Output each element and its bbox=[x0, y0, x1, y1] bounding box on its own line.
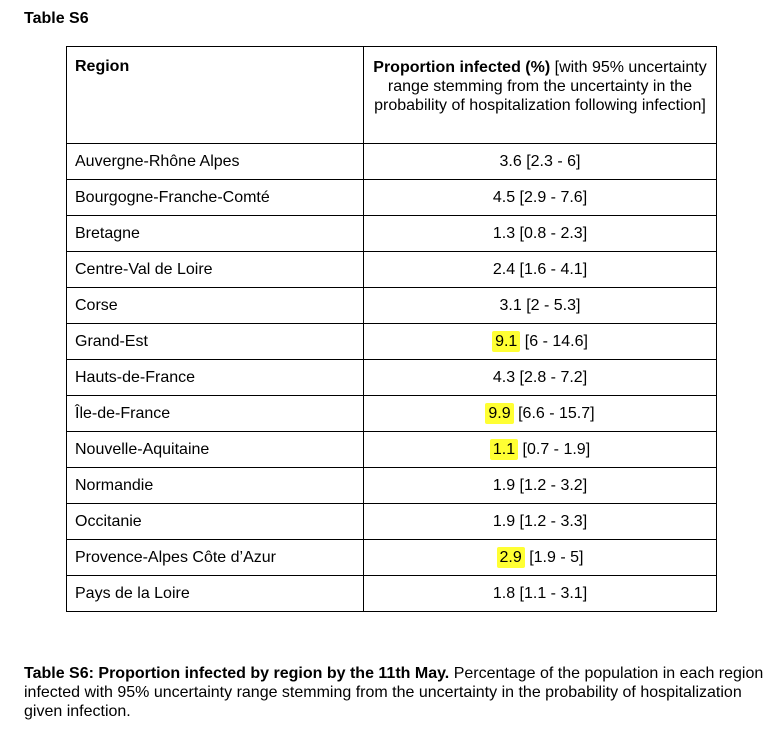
region-cell: Normandie bbox=[67, 468, 364, 504]
table-row bbox=[67, 252, 717, 288]
uncertainty-range: [1.6 - 4.1] bbox=[515, 260, 588, 278]
proportion-cell bbox=[364, 288, 717, 324]
proportion-cell bbox=[364, 576, 717, 612]
point-estimate: 3.1 bbox=[499, 296, 522, 314]
point-estimate: 1.8 bbox=[492, 584, 516, 602]
proportion-cell bbox=[364, 360, 717, 396]
table-row bbox=[67, 468, 717, 504]
highlighted-point-estimate: 2.9 bbox=[497, 547, 525, 568]
table-row bbox=[67, 180, 717, 216]
table-row bbox=[67, 360, 717, 396]
uncertainty-range: [1.1 - 3.1] bbox=[515, 584, 588, 602]
uncertainty-range: [6.6 - 15.7] bbox=[513, 404, 595, 422]
proportion-column-header bbox=[364, 47, 717, 144]
region-cell: Île-de-France bbox=[67, 396, 364, 432]
table-row bbox=[67, 216, 717, 252]
point-estimate: 2.4 bbox=[492, 260, 516, 278]
proportion-cell bbox=[364, 180, 717, 216]
point-estimate: 1.3 bbox=[492, 224, 516, 242]
table-row bbox=[67, 504, 717, 540]
proportion-cell bbox=[364, 468, 717, 504]
point-estimate: 1.9 bbox=[492, 512, 516, 530]
region-cell: Hauts-de-France bbox=[67, 360, 364, 396]
table-row bbox=[67, 144, 717, 180]
table-row bbox=[67, 540, 717, 576]
region-cell: Pays de la Loire bbox=[67, 576, 364, 612]
table-row bbox=[67, 432, 717, 468]
proportion-header-detail: [with 95% uncertainty range stemming from the uncertainty in the probability of hospitalization following infection] bbox=[374, 59, 707, 114]
proportion-cell bbox=[364, 144, 717, 180]
uncertainty-range: [2.8 - 7.2] bbox=[515, 368, 588, 386]
proportion-cell bbox=[364, 216, 717, 252]
table-row bbox=[67, 288, 717, 324]
region-cell: Bourgogne-Franche-Comté bbox=[67, 180, 364, 216]
table-row bbox=[67, 396, 717, 432]
region-cell: Auvergne-Rhône Alpes bbox=[67, 144, 364, 180]
highlighted-point-estimate: 1.1 bbox=[490, 439, 518, 460]
point-estimate: 4.5 bbox=[492, 188, 516, 206]
region-cell: Corse bbox=[67, 288, 364, 324]
proportion-header-bold: Proportion infected (%) bbox=[373, 59, 551, 76]
uncertainty-range: [0.8 - 2.3] bbox=[515, 224, 588, 242]
region-cell: Provence-Alpes Côte d’Azur bbox=[67, 540, 364, 576]
uncertainty-range: [2.9 - 7.6] bbox=[515, 188, 588, 206]
uncertainty-range: [1.2 - 3.3] bbox=[515, 512, 588, 530]
region-cell: Nouvelle-Aquitaine bbox=[67, 432, 364, 468]
point-estimate: 4.3 bbox=[492, 368, 516, 386]
point-estimate: 3.6 bbox=[499, 152, 522, 170]
region-cell: Grand-Est bbox=[67, 324, 364, 360]
proportion-cell bbox=[364, 252, 717, 288]
table-header-row bbox=[67, 47, 717, 144]
region-column-header: Region bbox=[67, 47, 364, 144]
highlighted-point-estimate: 9.1 bbox=[492, 331, 520, 352]
region-cell: Occitanie bbox=[67, 504, 364, 540]
region-table bbox=[66, 46, 717, 612]
proportion-cell bbox=[364, 324, 717, 360]
region-cell: Centre-Val de Loire bbox=[67, 252, 364, 288]
proportion-cell bbox=[364, 396, 717, 432]
proportion-cell bbox=[364, 432, 717, 468]
uncertainty-range: [6 - 14.6] bbox=[520, 332, 588, 350]
point-estimate: 1.9 bbox=[492, 476, 516, 494]
proportion-cell bbox=[364, 540, 717, 576]
region-cell: Bretagne bbox=[67, 216, 364, 252]
uncertainty-range: [1.2 - 3.2] bbox=[515, 476, 588, 494]
proportion-cell bbox=[364, 504, 717, 540]
uncertainty-range: [2 - 5.3] bbox=[521, 296, 581, 314]
caption-bold: Table S6: Proportion infected by region by the 11th May. bbox=[24, 665, 450, 682]
uncertainty-range: [0.7 - 1.9] bbox=[518, 440, 591, 458]
highlighted-point-estimate: 9.9 bbox=[485, 403, 513, 424]
table-row bbox=[67, 324, 717, 360]
uncertainty-range: [1.9 - 5] bbox=[524, 548, 584, 566]
table-row bbox=[67, 576, 717, 612]
caption-text: Percentage of the population in each region infected with 95% uncertainty range stemming from the uncertainty in the probability of hospitalization given infection. bbox=[24, 665, 764, 720]
table-title: Table S6 bbox=[24, 10, 89, 27]
uncertainty-range: [2.3 - 6] bbox=[521, 152, 581, 170]
table-caption bbox=[24, 664, 774, 721]
